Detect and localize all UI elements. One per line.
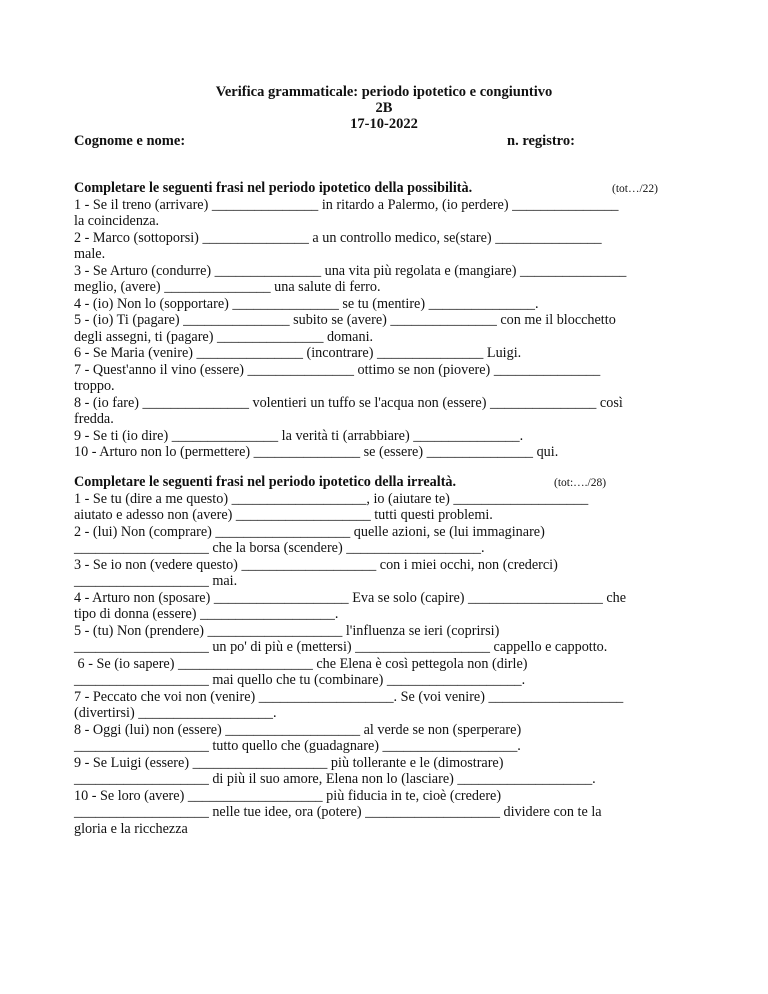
- section-heading: [74, 180, 694, 197]
- exercise-line: 7 - Quest'anno il vino (essere) _______________ ottimo se non (piovere) _______________: [74, 361, 601, 378]
- exercise-line: 10 - Se loro (avere) ___________________ più fiducia in te, cioè (credere): [74, 787, 502, 804]
- exercise-line: 6 - Se (io sapere) ___________________ che Elena è così pettegola non (dirle): [74, 655, 528, 672]
- exercise-line: 4 - (io) Non lo (sopportare) _______________ se tu (mentire) _______________.: [74, 295, 539, 312]
- exercise-line: ___________________ tutto quello che (guadagnare) ___________________.: [74, 738, 521, 754]
- student-info-row: [74, 133, 594, 150]
- exercise-line: meglio, (avere) _______________ una salute di ferro.: [74, 279, 381, 295]
- exercise-line: ___________________ nelle tue idee, ora (potere) ___________________ dividere con te la: [74, 804, 602, 820]
- exercise-line: ___________________ di più il suo amore, Elena non lo (lasciare) ___________________.: [74, 771, 596, 787]
- exercise-line: 1 - Se tu (dire a me questo) ___________________, io (aiutare te) ___________________: [74, 490, 589, 507]
- document-title: Verifica grammaticale: periodo ipotetico e congiuntivo: [215, 84, 553, 100]
- exercise-line: gloria e la ricchezza: [74, 820, 188, 837]
- exercise-line: 3 - Se io non (vedere questo) ___________________ con i miei occhi, non (crederci): [74, 556, 558, 573]
- exercise-line: 8 - Oggi (lui) non (essere) ___________________ al verde se non (sperperare): [74, 721, 522, 738]
- exercise-line: 9 - Se ti (io dire) _______________ la verità ti (arrabbiare) _______________.: [74, 427, 524, 444]
- exercise-line: 6 - Se Maria (venire) _______________ (incontrare) _______________ Luigi.: [74, 345, 522, 361]
- section-total: (tot:…./28): [554, 477, 607, 489]
- exercise-line: 5 - (tu) Non (prendere) ___________________ l'influenza se ieri (coprirsi): [74, 622, 500, 639]
- exercise-line: tipo di donna (essere) ___________________.: [74, 606, 339, 622]
- exercise-line: fredda.: [74, 411, 114, 427]
- exercise-line: ___________________ un po' di più e (mettersi) ___________________ cappello e cappotto.: [74, 639, 608, 655]
- exercise-line: aiutato e adesso non (avere) ___________________ tutti questi problemi.: [74, 507, 493, 523]
- exercise-line: ___________________ mai quello che tu (combinare) ___________________.: [74, 672, 526, 688]
- exercise-line: 7 - Peccato che voi non (venire) ___________________. Se (voi venire) ___________________: [74, 688, 624, 705]
- exercise-line: ___________________ mai.: [74, 573, 238, 589]
- exercise-line: 2 - Marco (sottoporsi) _______________ a un controllo medico, se(stare) _______________: [74, 229, 602, 246]
- exercise-line: male.: [74, 246, 106, 262]
- exercise-line: la coincidenza.: [74, 213, 160, 229]
- class-label: 2B: [375, 100, 393, 116]
- section-heading-text: Completare le seguenti frasi nel periodo ipotetico della possibilità.: [74, 180, 473, 196]
- exercise-line: 2 - (lui) Non (comprare) ___________________ quelle azioni, se (lui immaginare): [74, 523, 545, 540]
- exercise-line: 1 - Se il treno (arrivare) _______________ in ritardo a Palermo, (io perdere) _______________: [74, 196, 619, 213]
- register-number-label: n. registro:: [507, 133, 575, 149]
- document-header: [0, 84, 768, 132]
- exercise-line: 4 - Arturo non (sposare) ___________________ Eva se solo (capire) ___________________ che: [74, 589, 627, 606]
- exercise-line: troppo.: [74, 378, 115, 394]
- section-possibility: [74, 180, 694, 461]
- section-heading: [74, 474, 694, 491]
- exercise-line: 5 - (io) Ti (pagare) _______________ subito se (avere) _______________ con me il blocchetto: [74, 312, 616, 328]
- exercise-line: 3 - Se Arturo (condurre) _______________ una vita più regolata e (mangiare) _______________: [74, 262, 627, 279]
- name-field-label: Cognome e nome:: [74, 133, 186, 149]
- exercise-line: 8 - (io fare) _______________ volentieri un tuffo se l'acqua non (essere) _______________ così: [74, 394, 623, 411]
- exercise-line: ___________________ che la borsa (scendere) ___________________.: [74, 540, 485, 556]
- date-label: 17-10-2022: [350, 116, 418, 132]
- section-unreality: [74, 474, 694, 837]
- exercise-line: 10 - Arturo non lo (permettere) _______________ se (essere) _______________ qui.: [74, 444, 559, 460]
- exercise-line: 9 - Se Luigi (essere) ___________________ più tollerante e le (dimostrare): [74, 754, 504, 771]
- exercise-line: degli assegni, ti (pagare) _______________ domani.: [74, 328, 374, 345]
- section-heading-text: Completare le seguenti frasi nel periodo ipotetico della irrealtà.: [74, 474, 457, 490]
- section-total: (tot…/22): [612, 183, 658, 195]
- exercise-line: (divertirsi) ___________________.: [74, 705, 277, 721]
